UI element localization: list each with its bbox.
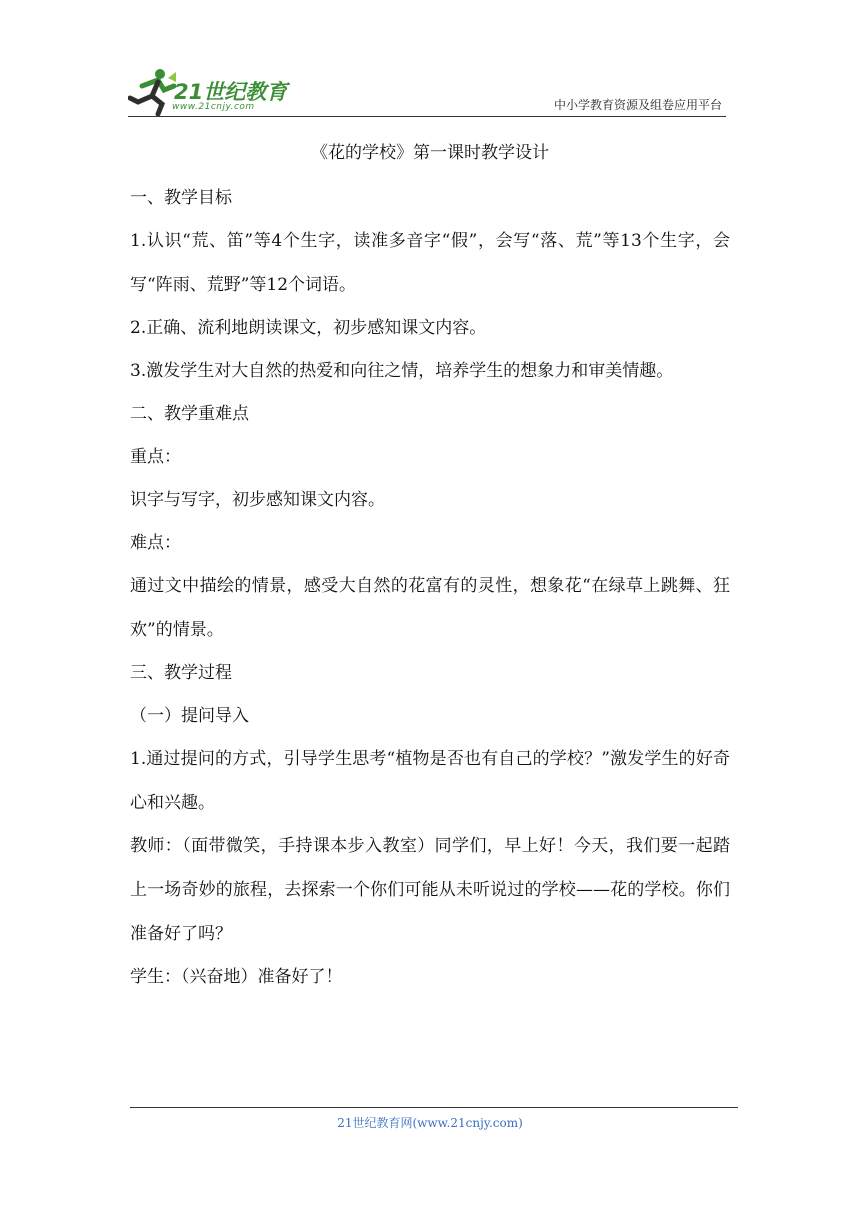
student-dialogue: 学生：（兴奋地）准备好了！: [130, 967, 343, 987]
section-heading: 三、教学过程: [130, 663, 232, 683]
header-divider: [128, 116, 726, 117]
subsection-heading: （一）提问导入: [130, 706, 249, 726]
footer-link[interactable]: 21世纪教育网(www.21cnjy.com): [337, 1116, 523, 1130]
difficulty-text: 通过文中描绘的情景，感受大自然的花富有的灵性，想象花“在绿草上跳舞、狂欢”的情景。: [130, 576, 730, 640]
objective-1: 1.认识“荒、笛”等4个生字，读准多音字“假”，会写“落、荒”等13个生字，会写“阵雨、荒野”等12个词语。: [130, 231, 730, 295]
footer-divider: [130, 1107, 738, 1108]
section-heading: 二、教学重难点: [130, 404, 249, 424]
key-point-text: 识字与写字，初步感知课文内容。: [130, 490, 385, 510]
difficulty-label: 难点：: [130, 533, 181, 553]
platform-tagline: 中小学教育资源及组卷应用平台: [553, 98, 722, 112]
logo-text: 21世纪教育: [174, 80, 288, 104]
objective-3: 3.激发学生对大自然的热爱和向往之情，培养学生的想象力和审美情趣。: [130, 361, 674, 381]
teacher-dialogue: 教师：（面带微笑，手持课本步入教室）同学们，早上好！今天，我们要一起踏上一场奇妙的旅程，去探索一个你们可能从未听说过的学校——花的学校。你们准备好了吗？: [130, 836, 730, 944]
process-step-1: 1.通过提问的方式，引导学生思考“植物是否也有自己的学校？”激发学生的好奇心和兴趣。: [130, 749, 730, 813]
document-title: 《花的学校》第一课时教学设计: [311, 143, 549, 163]
section-heading: 一、教学目标: [130, 188, 232, 208]
document-body: [130, 142, 730, 1009]
key-point-label: 重点：: [130, 447, 181, 467]
runner-logo-icon: [128, 64, 178, 116]
objective-2: 2.正确、流利地朗读课文，初步感知课文内容。: [130, 318, 487, 338]
site-logo: [128, 64, 298, 116]
logo-url: www.21cnjy.com: [172, 102, 255, 112]
page-header: [128, 64, 728, 116]
